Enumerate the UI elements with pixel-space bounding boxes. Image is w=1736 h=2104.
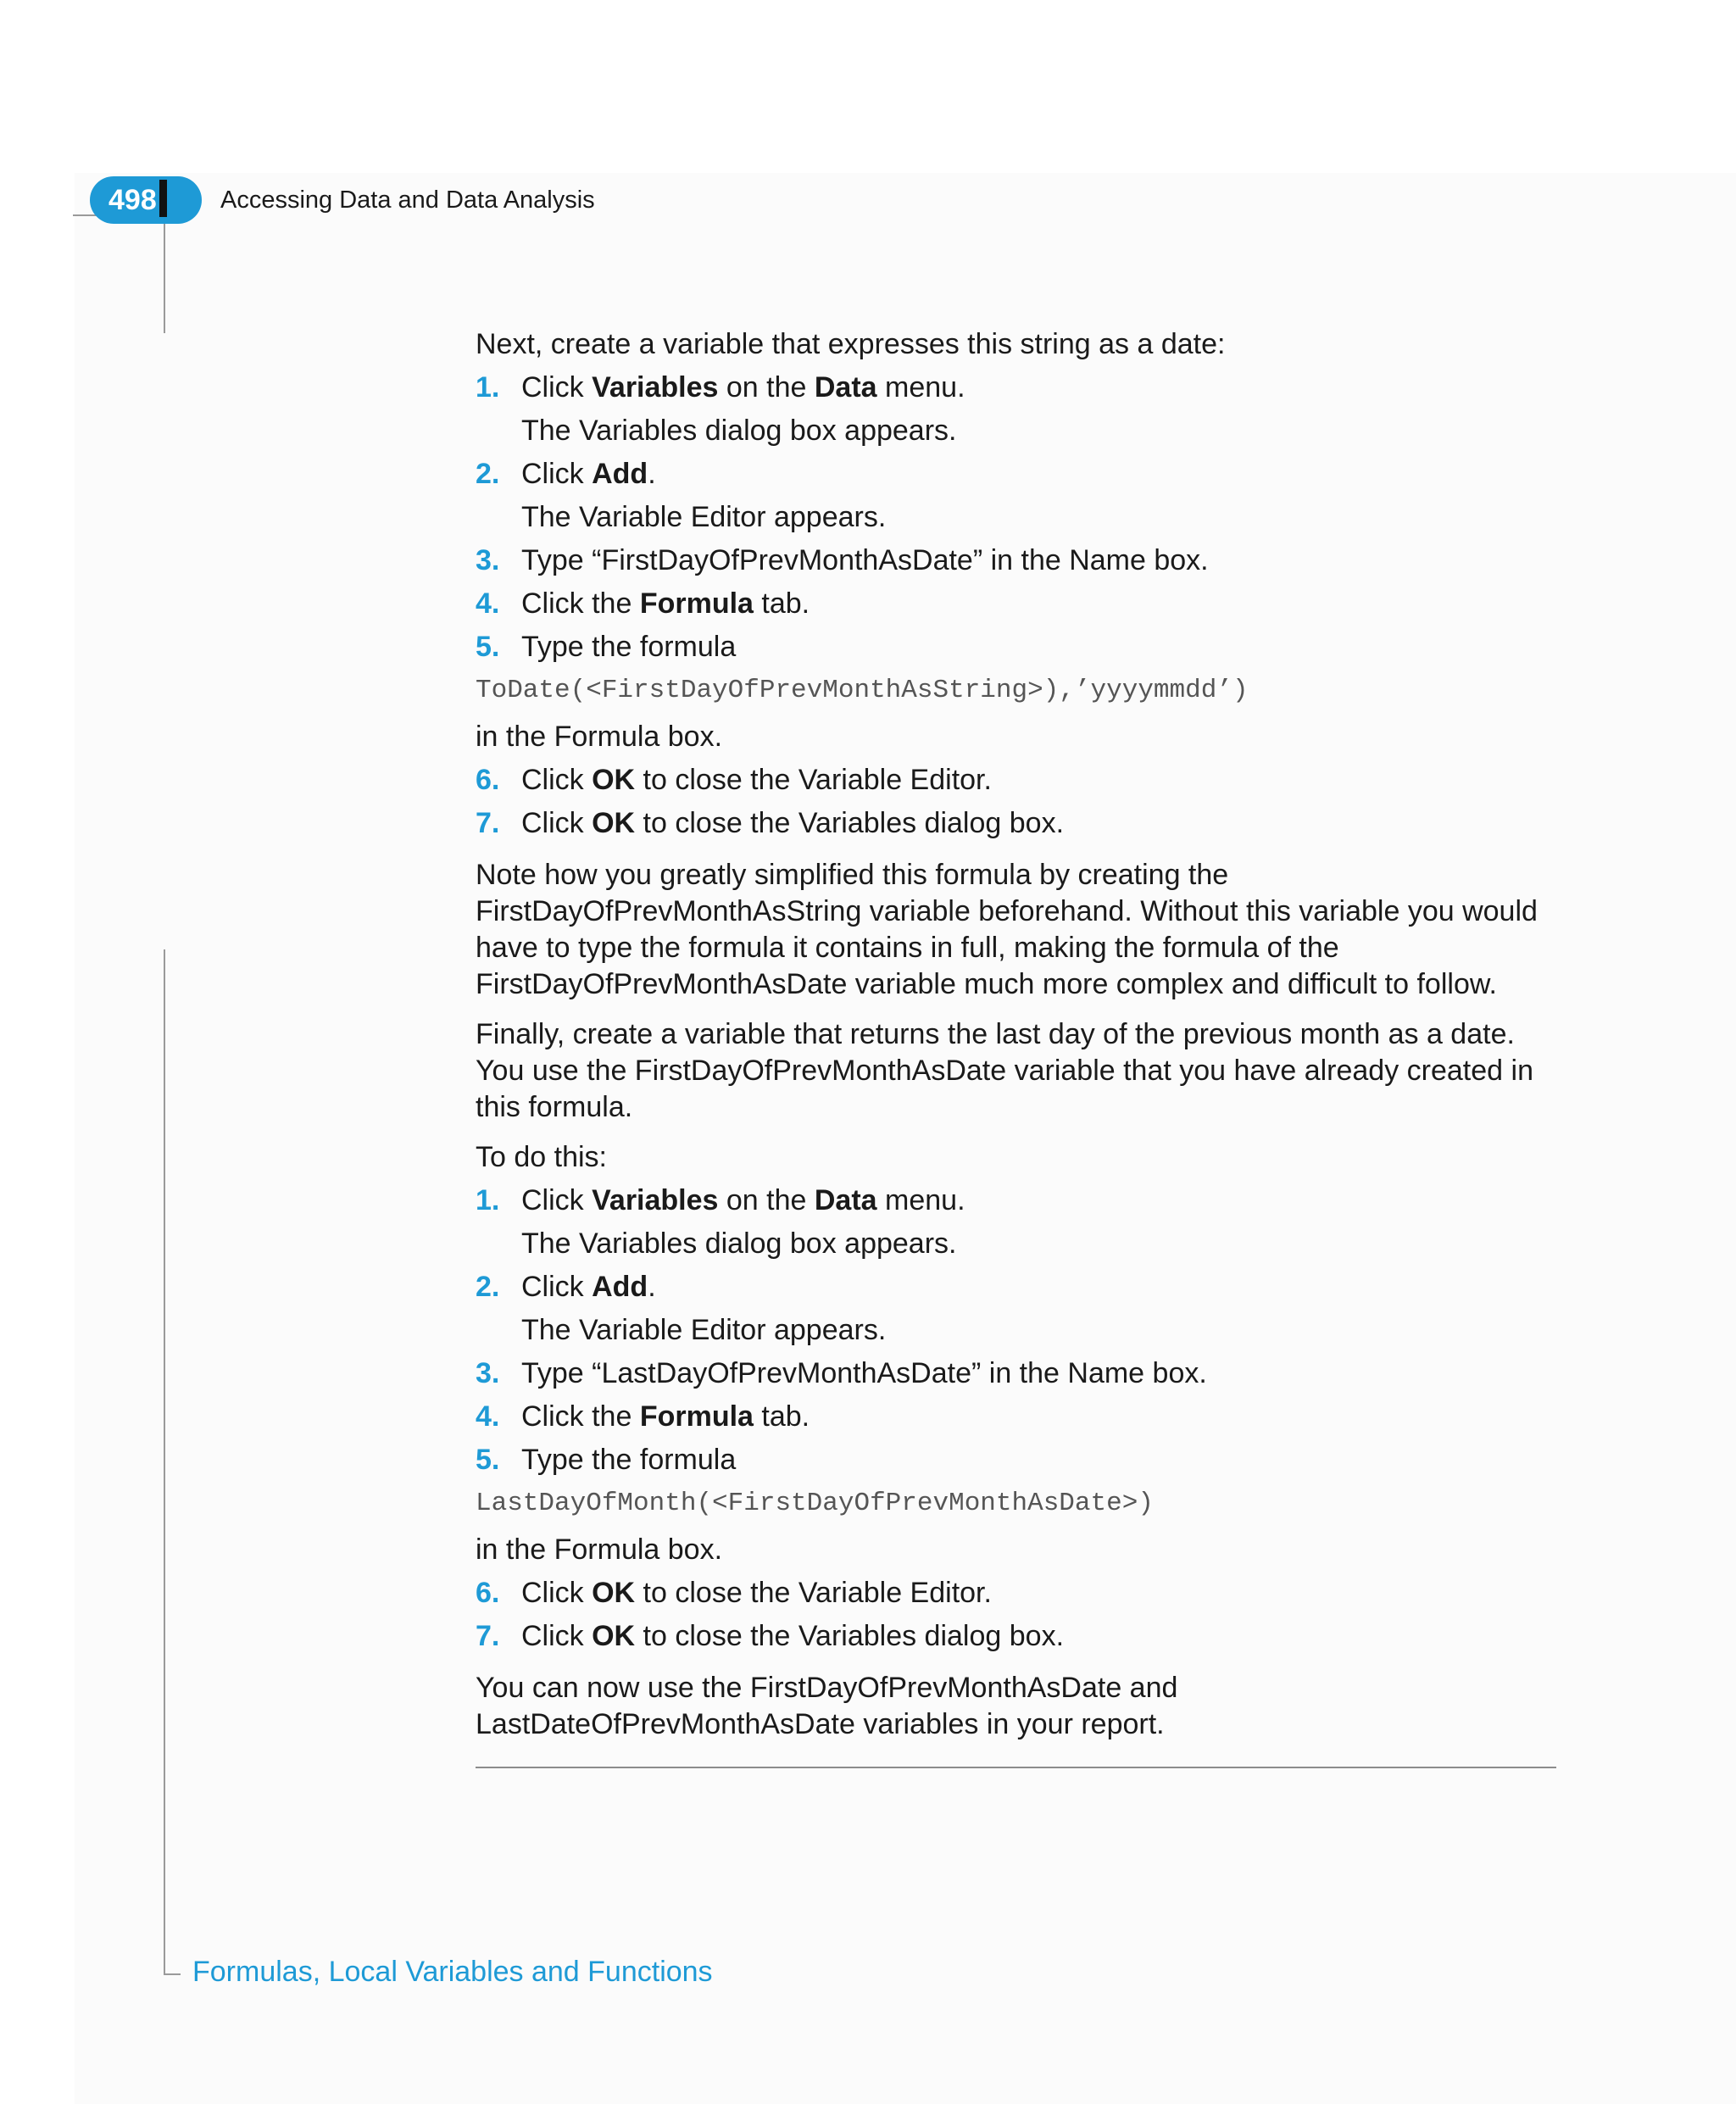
list-item [476,1269,1556,1305]
content-end-rule [476,1767,1556,1768]
step-text: Click OK to close the Variable Editor. [521,764,992,796]
section1-intro: Next, create a variable that expresses this string as a date: [476,328,1226,360]
step-number: 2. [476,458,500,490]
step-text: Click Variables on the Data menu. [521,371,965,404]
closing-paragraph: You can now use the FirstDayOfPrevMonthAsDate and LastDateOfPrevMonthAsDate variables in your report. [476,1672,1178,1740]
section2-intro: To do this: [476,1141,607,1173]
step-continuation: in the Formula box. [476,721,723,753]
main-content [476,326,1556,1743]
step-text: Type the formula [521,1444,737,1476]
formula-code: LastDayOfMonth(<FirstDayOfPrevMonthAsDate>) [476,1489,1154,1518]
margin-line-top [164,214,165,333]
step-number: 4. [476,1400,500,1433]
step-number: 4. [476,587,500,620]
step-number: 1. [476,1184,500,1216]
page-tab-marker [159,180,167,217]
step-number: 3. [476,544,500,576]
step-number: 1. [476,371,500,404]
list-item [476,1442,1556,1478]
step-number: 5. [476,631,500,663]
list-item [476,1618,1556,1655]
step-text: Type “FirstDayOfPrevMonthAsDate” in the Name box. [521,544,1209,576]
step-text: Type the formula [521,631,737,663]
list-item [476,805,1556,842]
list-item [476,1183,1556,1219]
step-text: Click the Formula tab. [521,587,810,620]
list-item [476,1399,1556,1435]
formula-code: ToDate(<FirstDayOfPrevMonthAsString>),’yyyymmdd’) [476,676,1249,705]
step-text: Click OK to close the Variables dialog box. [521,807,1065,839]
step-text: Click Add. [521,458,656,490]
list-item [476,1575,1556,1611]
list-item [476,543,1556,579]
step-text: Type “LastDayOfPrevMonthAsDate” in the Name box. [521,1357,1207,1389]
step-result: The Variables dialog box appears. [521,415,957,447]
step-number: 3. [476,1357,500,1389]
step-result: The Variables dialog box appears. [521,1227,957,1260]
step-continuation: in the Formula box. [476,1533,723,1566]
chapter-footer-link[interactable]: Formulas, Local Variables and Functions [192,1956,713,1988]
footer-tick [164,1973,181,1975]
list-item [476,762,1556,799]
step-number: 6. [476,764,500,796]
list-item [476,629,1556,665]
list-item [476,370,1556,406]
step-number: 7. [476,807,500,839]
step-text: Click Add. [521,1271,656,1303]
step-text: Click the Formula tab. [521,1400,810,1433]
step-number: 5. [476,1444,500,1476]
step-number: 7. [476,1620,500,1652]
margin-line-bottom [164,949,165,1975]
step-text: Click OK to close the Variable Editor. [521,1577,992,1609]
step-text: Click OK to close the Variables dialog box. [521,1620,1065,1652]
running-head: Accessing Data and Data Analysis [220,186,595,214]
step-result: The Variable Editor appears. [521,501,887,533]
step-number: 2. [476,1271,500,1303]
step-text: Click Variables on the Data menu. [521,1184,965,1216]
list-item [476,456,1556,493]
step-result: The Variable Editor appears. [521,1314,887,1346]
step-number: 6. [476,1577,500,1609]
note-paragraph: Note how you greatly simplified this formula by creating the FirstDayOfPrevMonthAsString variable beforehand. Without this variable you would have to type the formula it contains in full, making the formula of the FirstDayOfPrevMonthAsDate variable much more complex and difficult to follow. [476,859,1538,1000]
list-item [476,586,1556,622]
finally-paragraph: Finally, create a variable that returns the last day of the previous month as a date. You use the FirstDayOfPrevMonthAsDate variable that you have already created in this formula. [476,1018,1533,1123]
list-item [476,1355,1556,1392]
page-number: 498 [108,184,157,216]
